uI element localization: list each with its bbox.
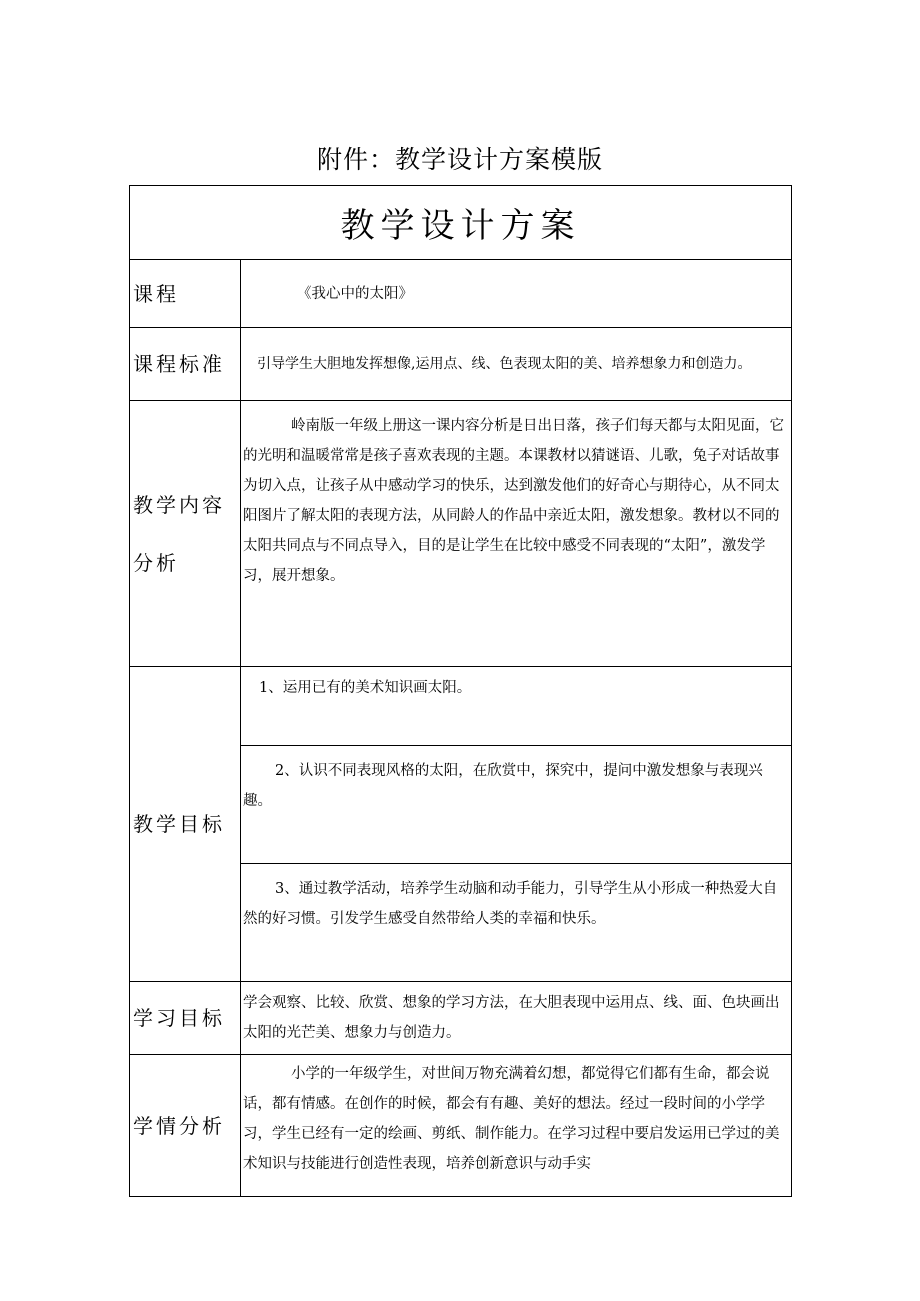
standard-value: 引导学生大胆地发挥想像,运用点、线、色表现太阳的美、培养想象力和创造力。 (241, 328, 792, 401)
table-heading: 教学设计方案 (130, 186, 792, 260)
content-analysis-label: 教学内容分析 (130, 401, 241, 667)
standard-label: 课程标准 (130, 328, 241, 401)
teaching-goals-label: 教学目标 (130, 667, 241, 982)
learning-goals-text: 学会观察、比较、欣赏、想象的学习方法，在大胆表现中运用点、线、面、色块画出太阳的光芒美、想象力与创造力。 (243, 995, 780, 1041)
course-label: 课程 (130, 260, 241, 328)
teaching-goal-2: 2、认识不同表现风格的太阳，在欣赏中，探究中，提问中激发想象与表现兴趣。 (243, 763, 763, 809)
document-title: 附件：教学设计方案模版 (316, 145, 603, 174)
teaching-goal-item (241, 746, 792, 864)
teaching-plan-table (129, 185, 792, 1197)
teaching-goal-1: 1、运用已有的美术知识画太阳。 (259, 680, 472, 696)
learner-analysis-label: 学情分析 (130, 1055, 241, 1197)
content-analysis-text: 岭南版一年级上册这一课内容分析是日出日落，孩子们每天都与太阳见面，它的光明和温暖常常是孩子喜欢表现的主题。本课教材以猜谜语、儿歌，兔子对话故事为切入点，让孩子从中感动学习的快乐，达到激发他们的好奇心与期待心，从不同太阳图片了解太阳的表现方法，从同龄人的作品中亲近太阳，激发想象。教材以不同的太阳共同点与不同点导入，目的是让学生在比较中感受不同表现的“太阳”，激发学习，展开想象。 (243, 418, 784, 584)
teaching-goal-item (241, 667, 792, 746)
course-title: 《我心中的太阳》 (297, 285, 413, 302)
learner-analysis-cell (241, 1055, 792, 1197)
content-analysis-cell (241, 401, 792, 667)
teaching-goal-3: 3、通过教学活动，培养学生动脑和动手能力，引导学生从小形成一种热爱大自然的好习惯。引发学生感受自然带给人类的幸福和快乐。 (243, 881, 778, 927)
learner-analysis-text: 小学的一年级学生，对世间万物充满着幻想，都觉得它们都有生命，都会说话，都有情感。在创作的时候，都会有有趣、美好的想法。经过一段时间的小学学习，学生已经有一定的绘画、剪纸、制作能力。在学习过程中要启发运用已学过的美术知识与技能进行创造性表现，培养创新意识与动手实 (243, 1066, 780, 1172)
learning-goals-cell (241, 982, 792, 1055)
learning-goals-label: 学习目标 (130, 982, 241, 1055)
course-value (241, 260, 792, 328)
teaching-goal-item (241, 864, 792, 982)
